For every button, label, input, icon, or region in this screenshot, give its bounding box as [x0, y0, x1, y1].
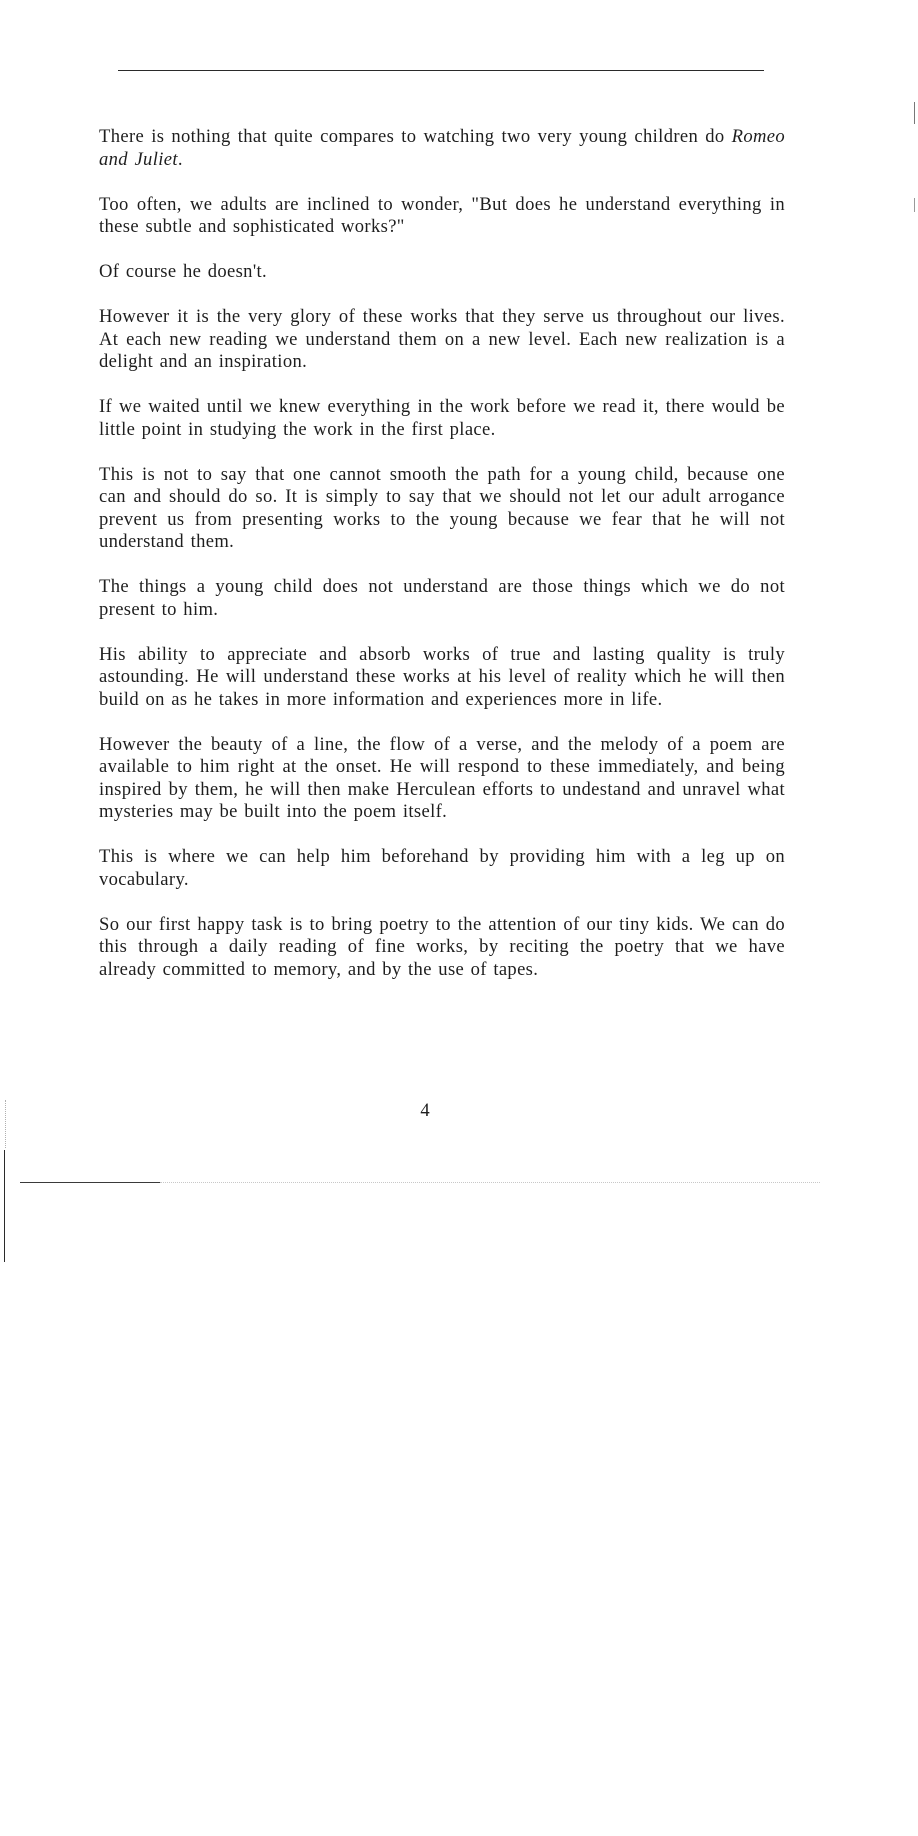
- paragraph-1: [99, 126, 785, 171]
- scan-edge-bar: [4, 1150, 5, 1262]
- page-number: 4: [420, 1100, 430, 1121]
- paragraph-11: So our first happy task is to bring poetry to the attention of our tiny kids. We can do this through a daily reading of fine works, by reciting the poetry that we have already committed to memory, and by the use of tapes.: [99, 913, 785, 980]
- body-text: [99, 126, 785, 981]
- paragraph-3: Of course he doesn't.: [99, 261, 268, 282]
- top-rule: [118, 70, 764, 71]
- play-title: Romeo and Juliet: [99, 126, 785, 170]
- bottom-rule-faint: [160, 1182, 820, 1183]
- scan-edge-mark: [914, 198, 915, 212]
- paragraph-5: If we waited until we knew everything in the work before we read it, there would be little point in studying the work in the first place.: [99, 396, 785, 440]
- paragraph-1-after: .: [177, 148, 183, 170]
- scan-edge-dots: [5, 1100, 6, 1148]
- paragraph-8: His ability to appreciate and absorb works of true and lasting quality is truly astounding. He will understand these works at his level of reality which he will then build on as he takes in more information and experiences more in life.: [99, 643, 785, 710]
- paragraph-1-before: There is nothing that quite compares to watching two very young children do: [99, 126, 732, 147]
- paragraph-2: Too often, we adults are inclined to wonder, "But does he understand everything in these subtle and sophisticated works?": [99, 193, 785, 237]
- paragraph-9: However the beauty of a line, the flow of a verse, and the melody of a poem are available to him right at the onset. He will respond to these immediately, and being inspired by them, he will then make Herculean efforts to undestand and unravel what mysteries may be built into the poem itself.: [99, 733, 785, 822]
- paragraph-4: However it is the very glory of these works that they serve us throughout our lives. At each new reading we understand them on a new level. Each new realization is a delight and an inspiration.: [99, 306, 785, 372]
- paragraph-7: The things a young child does not understand are those things which we do not present to him.: [99, 576, 785, 620]
- scan-edge-mark: [914, 102, 915, 124]
- paragraph-10: This is where we can help him beforehand by providing him with a leg up on vocabulary.: [99, 846, 785, 890]
- paragraph-6: This is not to say that one cannot smooth the path for a young child, because one can and should do so. It is simply to say that we should not let our adult arrogance prevent us from presenting works to the young because we fear that he will not understand them.: [99, 463, 785, 552]
- bottom-rule: [20, 1182, 160, 1183]
